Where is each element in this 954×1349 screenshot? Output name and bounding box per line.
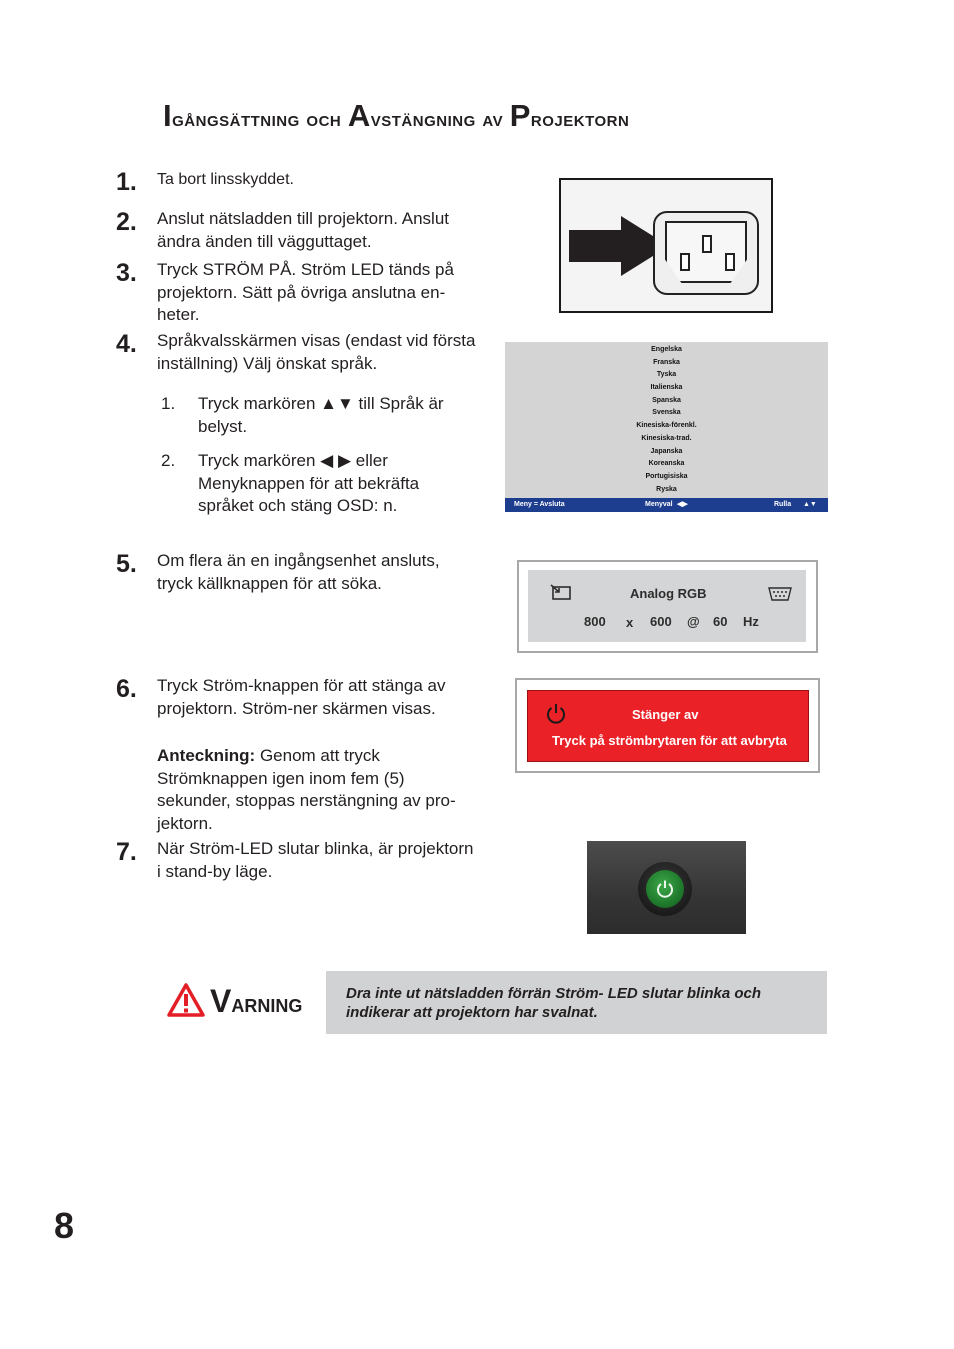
power-off-screenshot [515, 678, 820, 773]
step-2-number: 2. [116, 208, 137, 236]
note-first: Genom att tryck [255, 746, 380, 765]
step-2-line-1: Anslut nätsladden till projektorn. Anslut [157, 209, 450, 228]
source-width: 800 [584, 614, 606, 629]
language-list [505, 344, 828, 496]
step-3-line-1: Tryck STRÖM PÅ. Ström LED tänds på [157, 260, 454, 279]
language-item: Svenska [652, 409, 681, 417]
title-rest-2: vstängning av [370, 106, 510, 131]
step-5-text [157, 550, 440, 595]
source-rate: 60 [713, 614, 728, 629]
power-socket [653, 211, 759, 295]
source-info-screenshot [517, 560, 818, 653]
language-item: Spanska [652, 396, 681, 404]
note-line-1 [157, 745, 456, 768]
step-5-line-2: tryck källknappen för att söka. [157, 573, 382, 593]
warning-box [326, 971, 827, 1034]
substep-1-line-2: belyst. [198, 416, 248, 436]
warning-line-1: Dra inte ut nätsladden förrän Ström- LED slutar blinka och [346, 985, 762, 1002]
source-times: x [626, 615, 634, 630]
step-1-text [157, 169, 294, 192]
source-unit: Hz [743, 614, 759, 629]
substep-2-line-3: språket och stäng OSD: n. [198, 496, 398, 515]
power-button-photo [587, 841, 746, 934]
title-rest-1: gångsättning och [172, 106, 348, 131]
step-3-line-2: projektorn. Sätt på övriga anslutna en- [157, 282, 446, 302]
page-title [163, 98, 629, 134]
power-off-title: Stänger av [632, 707, 699, 722]
power-off-subtitle: Tryck på strömbrytaren för att avbryta [552, 733, 787, 748]
step-2-line-2: ändra änden till vägguttaget. [157, 231, 372, 251]
substep-2-line-2: Menyknappen för att bekräfta [198, 473, 420, 493]
title-cap-2: A [347, 98, 371, 133]
page-number: 8 [54, 1205, 75, 1246]
title-cap-3: P [509, 98, 531, 133]
step-3-number: 3. [116, 259, 137, 287]
step-1-number: 1. [116, 168, 137, 196]
power-socket-inner [665, 221, 747, 283]
title-cap-1: I [163, 98, 173, 133]
step-1-line-1: Ta bort linsskyddet. [157, 171, 294, 188]
power-cord-illustration [559, 178, 773, 313]
language-item: Japanska [650, 447, 683, 455]
step-4-line-1: Språkvalsskärmen visas (endast vid första [157, 331, 476, 350]
note-line-3: sekunder, stoppas nerstängning av pro- [157, 791, 456, 810]
note-label: Anteckning: [157, 746, 256, 765]
socket-pin-right [725, 253, 735, 271]
source-at: @ [687, 614, 700, 629]
power-button-ring [638, 862, 692, 916]
note-line-4: jektorn. [157, 813, 213, 833]
step-4-text [157, 330, 475, 375]
osd-bar-select: Menyval [645, 501, 673, 508]
power-button-led [646, 870, 684, 908]
step-5-line-1: Om flera än en ingångsenhet ansluts, [157, 551, 440, 570]
input-source-icon [550, 583, 572, 601]
step-6-text [157, 675, 446, 720]
language-item: Ryska [656, 485, 677, 493]
step-3-text [157, 259, 454, 327]
socket-pin-top [702, 235, 712, 253]
language-item: Koreanska [648, 460, 685, 468]
up-down-arrows-icon: ▲▼ [803, 501, 817, 508]
step-6-line-2: projektorn. Ström-ner skärmen visas. [157, 698, 436, 718]
warning-triangle-icon [166, 982, 206, 1018]
vga-port-icon [768, 587, 792, 601]
substep-1-line-1: Tryck markören ▲▼ till Språk är [198, 394, 444, 413]
step-6-line-1: Tryck Ström-knappen för att stänga av [157, 676, 446, 695]
warning-label [210, 983, 302, 1020]
language-item: Italienska [650, 384, 683, 392]
substep-2-number: 2. [161, 451, 176, 470]
language-item: Kinesiska-förenkl. [636, 422, 697, 430]
title-rest-3: rojektorn [530, 106, 630, 131]
source-info-panel [528, 570, 806, 642]
osd-bar-scroll: Rulla [774, 501, 792, 508]
socket-pin-left [680, 253, 690, 271]
power-off-panel [527, 690, 809, 762]
warning-text [346, 984, 816, 1022]
language-item: Engelska [651, 346, 682, 353]
language-item: Tyska [656, 371, 677, 379]
step-4-line-2: inställning) Välj önskat språk. [157, 353, 378, 373]
step-2-text [157, 208, 449, 253]
step-4-number: 4. [116, 330, 137, 358]
language-menu-screenshot [505, 342, 828, 512]
warning-label-cap: V [210, 983, 232, 1019]
source-label: Analog RGB [630, 586, 707, 601]
substep-2-line-1: Tryck markören ◀ ▶ eller [198, 451, 388, 470]
note-line-2: Strömknappen igen inom fem (5) [157, 768, 405, 788]
osd-status-bar [505, 498, 828, 512]
language-item: Franska [653, 358, 680, 366]
source-height: 600 [650, 614, 672, 629]
language-item: Kinesiska-trad. [641, 434, 692, 442]
step-7-line-1: När Ström-LED slutar blinka, är projektorn [157, 839, 474, 858]
substep-1-text [198, 393, 444, 438]
substep-1-number: 1. [161, 394, 176, 413]
power-icon [545, 703, 567, 725]
warning-line-2: indikerar att projektorn har svalnat. [346, 1004, 598, 1021]
power-icon [655, 879, 675, 899]
step-7-number: 7. [116, 838, 137, 866]
note [157, 745, 456, 835]
step-5-number: 5. [116, 550, 137, 578]
step-7-text [157, 838, 474, 883]
step-7-line-2: i stand-by läge. [157, 861, 273, 881]
warning-label-rest: arning [231, 988, 303, 1018]
step-3-line-3: heter. [157, 305, 200, 324]
language-item: Portugisiska [645, 472, 688, 480]
step-6-number: 6. [116, 675, 137, 703]
left-right-arrows-icon: ◀▶ [677, 501, 688, 508]
substep-2-text [198, 450, 419, 518]
osd-bar-exit: Meny = Avsluta [514, 501, 565, 508]
